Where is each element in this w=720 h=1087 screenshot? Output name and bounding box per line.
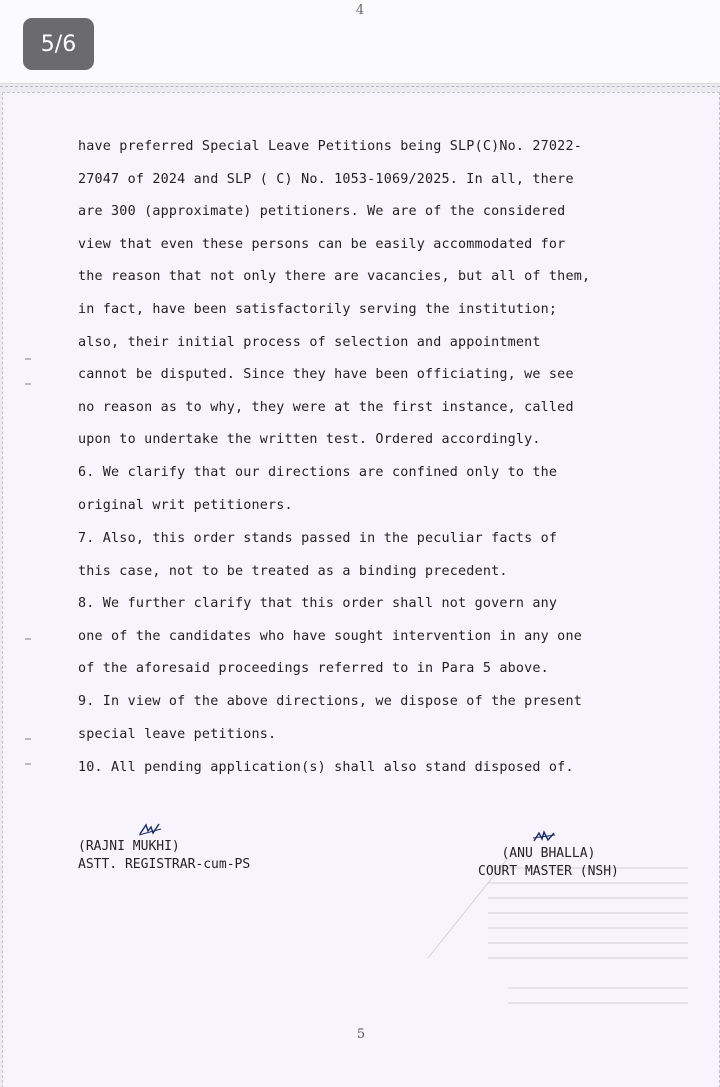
text-line: also, their initial process of selection and appointment <box>78 334 541 350</box>
text-line: have preferred Special Leave Petitions being SLP(C)No. 27022- <box>78 139 582 154</box>
text-line: of the aforesaid proceedings referred to in Para 5 above. <box>78 661 549 677</box>
signatory-left <box>78 838 250 874</box>
punch-hole-mark <box>25 638 31 640</box>
punch-hole-mark <box>25 763 31 765</box>
signatory-right <box>478 845 619 881</box>
page-indicator-badge[interactable]: 5/6 <box>23 18 94 70</box>
paragraph-5-continued <box>78 131 638 457</box>
text-line: 7. Also, this order stands passed in the peculiar facts of <box>78 531 558 546</box>
previous-page-fragment <box>0 0 720 84</box>
text-line: view that even these persons can be easily accommodated for <box>78 236 566 252</box>
signatory-left-designation: ASTT. REGISTRAR-cum-PS <box>78 857 251 872</box>
text-line: 6. We clarify that our directions are confined only to the <box>78 465 558 480</box>
signature-mark-icon <box>531 828 557 844</box>
page-number: 5 <box>356 1027 366 1042</box>
punch-hole-mark <box>25 383 31 385</box>
text-line: in fact, have been satisfactorily serving the institution; <box>78 301 558 317</box>
punch-hole-mark <box>25 738 31 740</box>
text-line: cannot be disputed. Since they have been officiating, we see <box>78 367 574 383</box>
paragraph-8 <box>78 588 638 686</box>
paragraph-10 <box>78 752 638 785</box>
paragraph-6 <box>78 457 638 522</box>
page-separator <box>0 86 720 87</box>
signatory-left-name: (RAJNI MUKHI) <box>78 839 180 854</box>
document-page <box>2 92 720 1087</box>
text-line: the reason that not only there are vacancies, but all of them, <box>78 269 591 285</box>
punch-hole-mark <box>25 358 31 360</box>
text-line: one of the candidates who have sought intervention in any one <box>78 628 582 644</box>
text-line: 8. We further clarify that this order shall not govern any <box>78 596 558 611</box>
text-line: 10. All pending application(s) shall also stand disposed of. <box>78 760 574 775</box>
text-line: 9. In view of the above directions, we dispose of the present <box>78 694 582 709</box>
text-line: upon to undertake the written test. Ordered accordingly. <box>78 432 541 448</box>
signatory-right-designation: COURT MASTER (NSH) <box>478 864 619 879</box>
text-line: no reason as to why, they were at the first instance, called <box>78 399 574 415</box>
text-line: original writ petitioners. <box>78 497 293 513</box>
signatory-right-name: (ANU BHALLA) <box>501 846 596 861</box>
text-line: 27047 of 2024 and SLP ( C) No. 1053-1069/2025. In all, there <box>78 171 574 187</box>
paragraph-7 <box>78 523 638 588</box>
text-line: special leave petitions. <box>78 726 277 742</box>
paragraph-9 <box>78 686 638 751</box>
text-line: are 300 (approximate) petitioners. We are of the considered <box>78 204 566 220</box>
signature-mark-icon <box>137 821 163 837</box>
previous-page-number: 4 <box>355 3 365 18</box>
text-line: this case, not to be treated as a binding precedent. <box>78 563 508 579</box>
